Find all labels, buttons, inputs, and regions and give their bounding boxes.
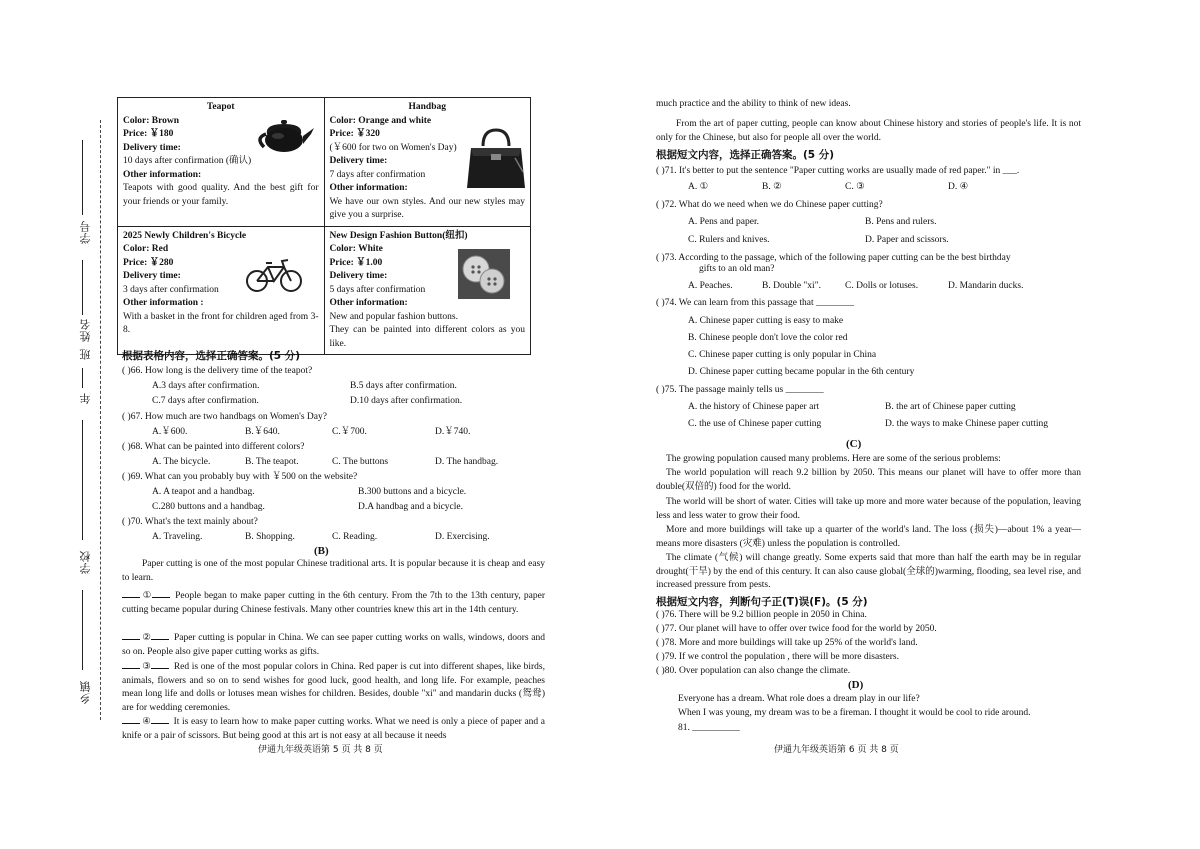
passage-b-paragraph-1: Paper cutting is one of the most popular Chinese traditional arts. It is popular because it is cheap and easy to learn. (122, 559, 545, 583)
option-69-d: D.A handbag and a bicycle. (358, 502, 463, 512)
question-70: ( )70. What's the text mainly about? (122, 517, 258, 527)
option-70-b: B. Shopping. (245, 532, 295, 542)
option-74-b: B. Chinese people don't love the color red (688, 333, 848, 343)
option-74-a: A. Chinese paper cutting is easy to make (688, 316, 844, 326)
product-title: New Design Fashion Button(纽扣) (329, 230, 468, 241)
question-78: ( )78. More and more buildings will take up 25% of the world's land. (656, 638, 918, 648)
question-71: ( )71. It's better to put the sentence "Paper cutting works are usually made of red paper." in ___. (656, 166, 1020, 176)
product-price: Price: ￥180 (123, 129, 174, 139)
passage-b-paragraph-6: From the art of paper cutting, people can know about Chinese history and stories of people's life. It is not only for the Chinese, but also for people all over the world. (656, 119, 1081, 143)
passage-b-paragraph-4 (122, 659, 545, 715)
paragraph-text: People began to make paper cutting in the 6th century. From the 7th to the 13th century, paper cutting became popular during Chinese festivals. Many other countries knew this art in the 14th century. (122, 591, 545, 615)
buttons-image (458, 249, 510, 299)
option-68-c: C. The buttons (332, 457, 389, 467)
question-73-cont: gifts to an old man? (699, 264, 775, 274)
question-76: ( )76. There will be 9.2 billion people in 2050 in China. (656, 610, 867, 620)
option-67-a: A.￥600. (152, 427, 188, 437)
delivery-label: Delivery time: (329, 156, 388, 166)
product-cell-buttons (324, 226, 531, 355)
option-68-d: D. The handbag. (435, 457, 499, 467)
product-price: Price: ￥1.00 (329, 257, 383, 268)
paragraph-text: Paper cutting is popular in China. We can see paper cutting works on walls, windows, doors and so on. People also give paper cutting works as gifts. (122, 633, 545, 657)
section-c-instruction: 根据短文内容，判断句子正(T)误(F)。(5 分) (656, 596, 868, 608)
name-label: 姓名 (80, 318, 92, 342)
question-77: ( )77. Our planet will have to offer over twice food for the world by 2050. (656, 624, 937, 634)
product-title: Teapot (206, 102, 235, 112)
option-70-c: C. Reading. (332, 532, 378, 542)
option-73-c: C. Dolls or lotuses. (845, 281, 919, 291)
option-67-c: C.￥700. (332, 427, 367, 437)
option-66-a: A.3 days after confirmation. (152, 381, 260, 391)
passage-c-paragraph-1: The growing population caused many problems. Here are some of the serious problems: (666, 454, 1001, 464)
school-label: 学校 (80, 550, 92, 574)
product-color: Color: Red (123, 244, 169, 254)
product-color: Color: Orange and white (329, 115, 432, 126)
option-74-c: C. Chinese paper cutting is only popular in China (688, 350, 877, 360)
paragraph-text: Red is one of the most popular colors in China. Red paper is cut into different shapes, like birds, animals, flowers and so on to send wishes for good luck, good health, and long life. For example, peaches mean long life and dolls or lotuses mean wishes for children. Besides, double "xi" and mandarin ducks (鸳鸯) are for wedding ceremonies. (122, 662, 545, 713)
option-69-b: B.300 buttons and a bicycle. (358, 487, 467, 497)
option-71-c: C. ③ (845, 182, 865, 192)
passage-c-paragraph-4: More and more buildings will take up a quarter of the world's land. The loss (损失)—about 1% a year—means more disasters (灾难) unless the population is controlled. (656, 525, 1081, 549)
product-color: Color: White (329, 244, 383, 254)
handbag-image (463, 126, 529, 192)
option-70-a: A. Traveling. (152, 532, 203, 542)
delivery-value: 10 days after confirmation (确认) (123, 156, 252, 166)
blank-marker: ③ (142, 662, 152, 672)
other-label: Other information : (123, 298, 204, 308)
other-value: With a basket in the front for children aged from 3-8. (123, 311, 319, 335)
other-label: Other information: (123, 169, 202, 180)
option-68-b: B. The teapot. (245, 457, 299, 467)
option-71-d: D. ④ (948, 182, 969, 192)
question-72: ( )72. What do we need when we do Chinese paper cutting? (656, 200, 883, 210)
delivery-value: 7 days after confirmation (329, 169, 426, 180)
binding-dashed-line (100, 120, 101, 720)
option-75-b: B. the art of Chinese paper cutting (885, 402, 1016, 412)
other-label: Other information: (329, 298, 408, 308)
option-67-d: D.￥740. (435, 427, 471, 437)
product-cell-bicycle (118, 226, 325, 355)
section-b-instruction: 根据短文内容，选择正确答案。(5 分) (656, 149, 835, 161)
option-66-b: B.5 days after confirmation. (350, 381, 457, 391)
other-value: Teapots with good quality. And the best gift for your friends or your family. (123, 183, 319, 207)
other-value: We have our own styles. And our new styles may give you a surprise. (329, 196, 525, 220)
passage-b-paragraph-5 (122, 714, 545, 743)
question-80: ( )80. Over population can also change the climate. (656, 666, 851, 676)
product-price-note: (￥600 for two on Women's Day) (329, 142, 457, 153)
product-cell-handbag (324, 98, 531, 227)
grade-line (82, 368, 83, 388)
option-75-a: A. the history of Chinese paper art (688, 402, 820, 412)
question-74: ( )74. We can learn from this passage that ________ (656, 298, 854, 308)
option-73-a: A. Peaches. (688, 281, 733, 291)
passage-c-paragraph-2: The world population will reach 9.2 billion by 2050. This means our planet will have to offer more than double(双倍的) food for the world. (656, 468, 1081, 492)
question-67: ( )67. How much are two handbags on Women's Day? (122, 412, 327, 422)
blank-marker: ② (142, 633, 152, 643)
other-label: Other information: (329, 183, 408, 193)
delivery-label: Delivery time: (123, 271, 181, 281)
option-69-a: A. A teapot and a handbag. (152, 487, 255, 497)
passage-c-paragraph-3: The world will be short of water. Cities will take up more and more water because of the population, leaving less and less water to grow their food. (656, 497, 1081, 521)
delivery-value: 5 days after confirmation (329, 284, 426, 295)
question-68: ( )68. What can be painted into different colors? (122, 442, 305, 452)
product-title: Handbag (408, 102, 446, 112)
option-72-c: C. Rulers and knives. (688, 235, 770, 245)
town-line (82, 590, 83, 670)
option-69-c: C.280 buttons and a handbag. (152, 502, 265, 512)
blank-marker: ① (142, 591, 152, 601)
town-label: 乡镇 (80, 680, 92, 704)
question-79: ( )79. If we control the population , there will be more disasters. (656, 652, 899, 662)
passage-d-paragraph-2: When I was young, my dream was to be a fireman. I thought it would be cool to ride around. (678, 708, 1031, 718)
passage-b-paragraph-2 (122, 588, 545, 617)
school-line (82, 420, 83, 540)
passage-c-paragraph-5: The climate (气候) will change greatly. Some experts said that more than half the earth may be in regular drought(干旱) by the end of this century. It can also cause global(全球的)warming, flooding, sea level rise, and increased pressure from pests. (656, 553, 1081, 591)
exam-page-6 (600, 0, 1200, 849)
option-66-c: C.7 days after confirmation. (152, 396, 259, 406)
option-75-c: C. the use of Chinese paper cutting (688, 419, 822, 429)
binding-margin (60, 120, 108, 720)
student-id-label: 学号 (80, 220, 92, 244)
blank-marker: ④ (142, 717, 151, 727)
product-price: Price: ￥320 (329, 129, 380, 139)
name-line (82, 260, 83, 315)
student-id-line (82, 140, 83, 215)
page-footer: 伊通九年级英语第 6 页 共 8 页 (774, 745, 899, 755)
other-value-2: They can be painted into different colors as you like. (329, 325, 525, 349)
question-81-blank[interactable]: 81. __________ (678, 723, 740, 733)
teapot-image (253, 120, 315, 156)
paragraph-text: It is easy to learn how to make paper cutting works. What we need is only a piece of paper and a knife or a pair of scissors. But being good at this art is not easy at all because it needs (122, 717, 545, 741)
option-71-b: B. ② (762, 182, 782, 192)
option-71-a: A. ① (688, 182, 709, 192)
option-72-b: B. Pens and rulers. (865, 217, 937, 227)
other-value: New and popular fashion buttons. (329, 311, 458, 322)
question-66: ( )66. How long is the delivery time of the teapot? (122, 366, 313, 376)
passage-d-paragraph-1: Everyone has a dream. What role does a dream play in our life? (678, 694, 920, 704)
question-69: ( )69. What can you probably buy with ￥500 on the website? (122, 472, 358, 482)
product-table (117, 97, 531, 355)
delivery-label: Delivery time: (329, 271, 388, 281)
section-c-heading: (C) (846, 438, 862, 450)
passage-b-continued: much practice and the ability to think of new ideas. (656, 99, 851, 109)
question-75: ( )75. The passage mainly tells us ________ (656, 385, 824, 395)
option-68-a: A. The bicycle. (152, 457, 211, 467)
option-70-d: D. Exercising. (435, 532, 490, 542)
passage-b-paragraph-3 (122, 630, 545, 659)
product-title: 2025 Newly Children's Bicycle (123, 230, 247, 241)
option-73-b: B. Double "xi". (762, 281, 821, 291)
bicycle-image (246, 257, 302, 293)
product-cell-teapot (118, 98, 325, 227)
section-a-instruction: 根据表格内容，选择正确答案。(5 分) (122, 350, 301, 362)
option-66-d: D.10 days after confirmation. (350, 396, 463, 406)
option-67-b: B.￥640. (245, 427, 280, 437)
class-label: 班 (80, 348, 92, 360)
option-73-d: D. Mandarin ducks. (948, 281, 1024, 291)
option-75-d: D. the ways to make Chinese paper cutting (885, 419, 1049, 429)
product-price: Price: ￥280 (123, 257, 174, 268)
option-72-d: D. Paper and scissors. (865, 235, 949, 245)
delivery-value: 3 days after confirmation (123, 284, 219, 295)
option-72-a: A. Pens and paper. (688, 217, 759, 227)
section-b-heading: (B) (314, 545, 329, 557)
grade-label: 年 (80, 392, 92, 404)
product-color: Color: Brown (123, 115, 180, 126)
page-footer: 伊通九年级英语第 5 页 共 8 页 (258, 745, 383, 755)
option-74-d: D. Chinese paper cutting became popular in the 6th century (688, 367, 915, 377)
section-d-heading: (D) (848, 679, 864, 691)
question-73: ( )73. According to the passage, which of the following paper cutting can be the best birthday (656, 253, 1011, 263)
delivery-label: Delivery time: (123, 142, 181, 153)
